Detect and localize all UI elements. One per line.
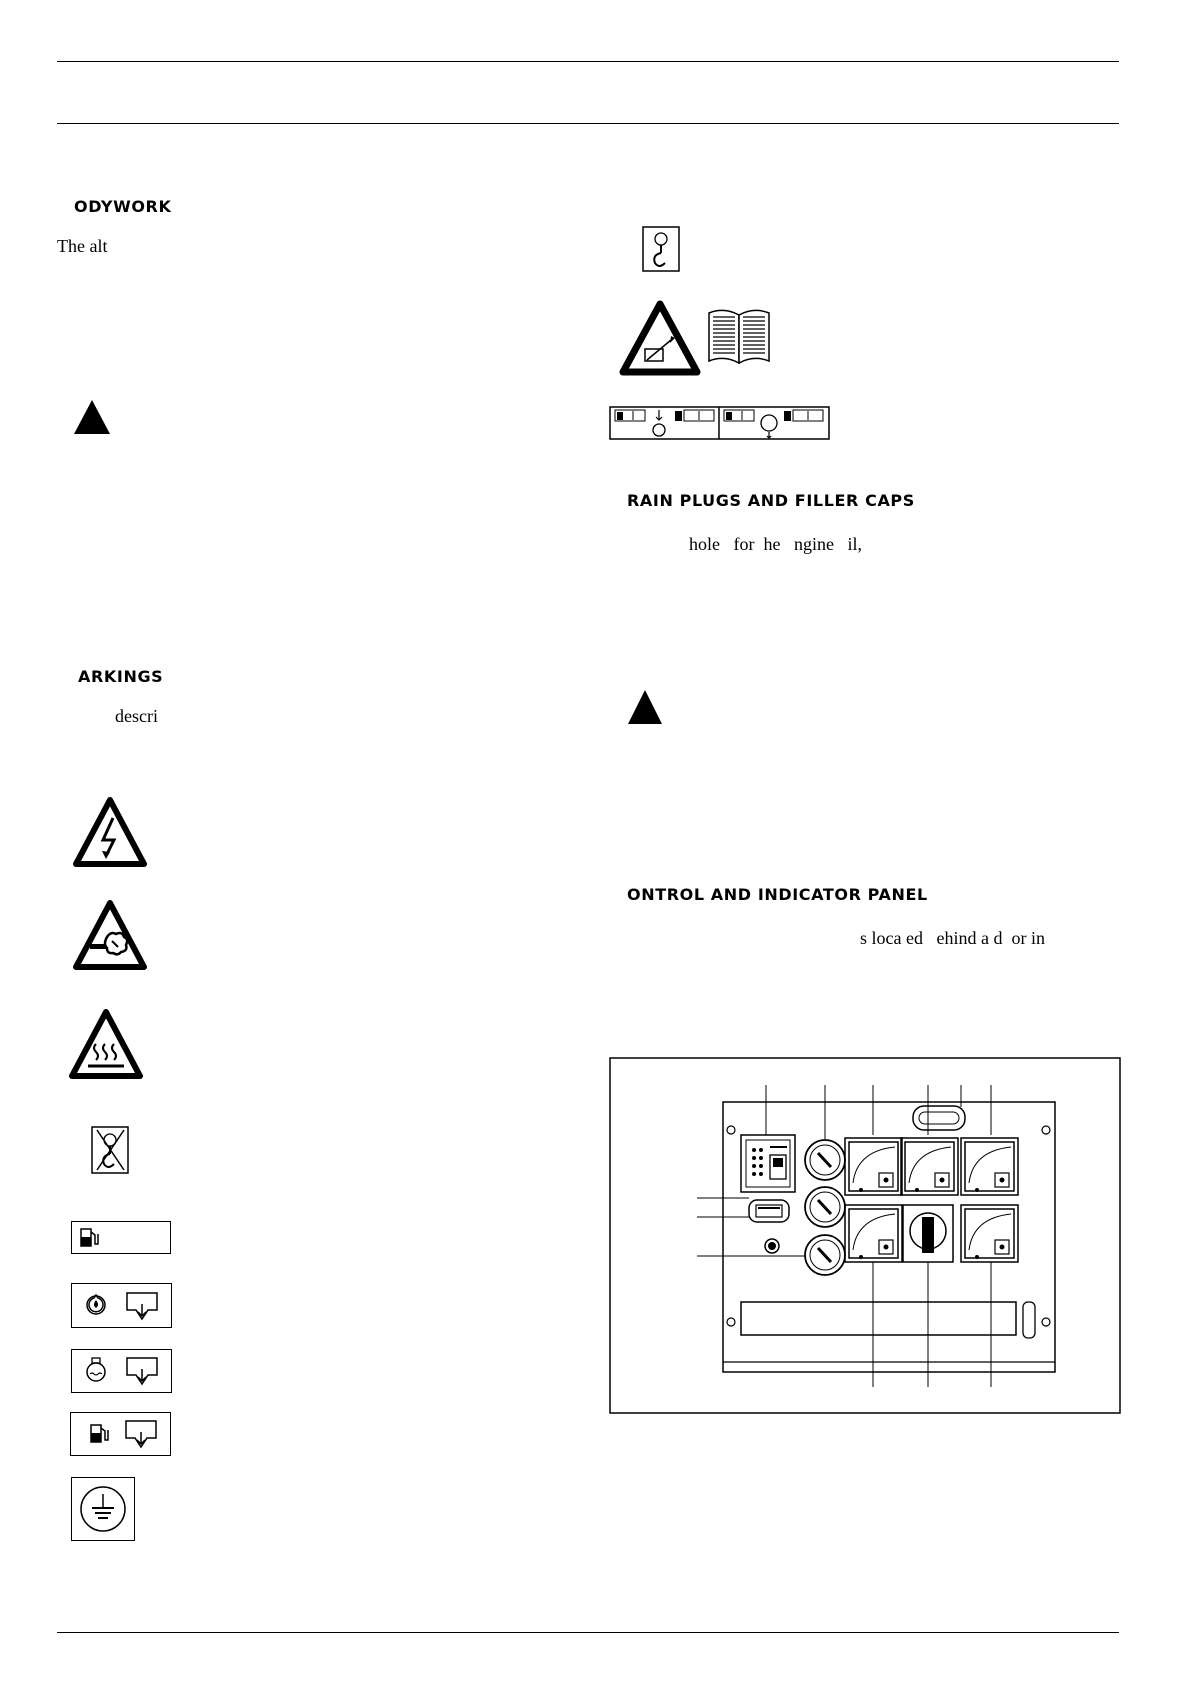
earth-ground-icon xyxy=(71,1477,135,1541)
markings-text: descri xyxy=(115,706,158,726)
header-rule-top xyxy=(57,61,1119,62)
oil-drain-label-icon xyxy=(71,1283,172,1328)
control-panel-text: s loca ed ehind a d or in xyxy=(860,928,1045,948)
warning-triangle-icon xyxy=(73,399,111,435)
lifting-hook-icon xyxy=(642,226,680,272)
drain-plugs-heading: RAIN PLUGS AND FILLER CAPS xyxy=(627,491,915,510)
exhaust-hazard-icon xyxy=(72,899,148,971)
bodywork-heading: ODYWORK xyxy=(74,197,172,216)
electrical-hazard-icon xyxy=(72,796,148,868)
read-manual-warning-icon xyxy=(619,300,701,376)
footer-rule xyxy=(57,1632,1119,1633)
fuel-drain-label-icon xyxy=(70,1412,171,1456)
hot-surface-icon xyxy=(68,1008,144,1080)
fuel-label-icon xyxy=(71,1221,171,1254)
oil-fill-drain-strip-icon xyxy=(609,406,830,440)
bodywork-text: The alt xyxy=(57,236,108,256)
header-rule-bottom xyxy=(57,123,1119,124)
coolant-drain-label-icon xyxy=(71,1349,172,1393)
control-panel-heading: ONTROL AND INDICATOR PANEL xyxy=(627,885,928,904)
control-panel-diagram xyxy=(609,1057,1121,1414)
manual-book-icon xyxy=(707,307,771,365)
warning-triangle-icon-2 xyxy=(627,689,663,725)
markings-heading: ARKINGS xyxy=(78,667,164,686)
drain-plugs-text: hole for he ngine il, xyxy=(689,534,862,554)
no-lifting-hook-icon xyxy=(91,1126,129,1174)
